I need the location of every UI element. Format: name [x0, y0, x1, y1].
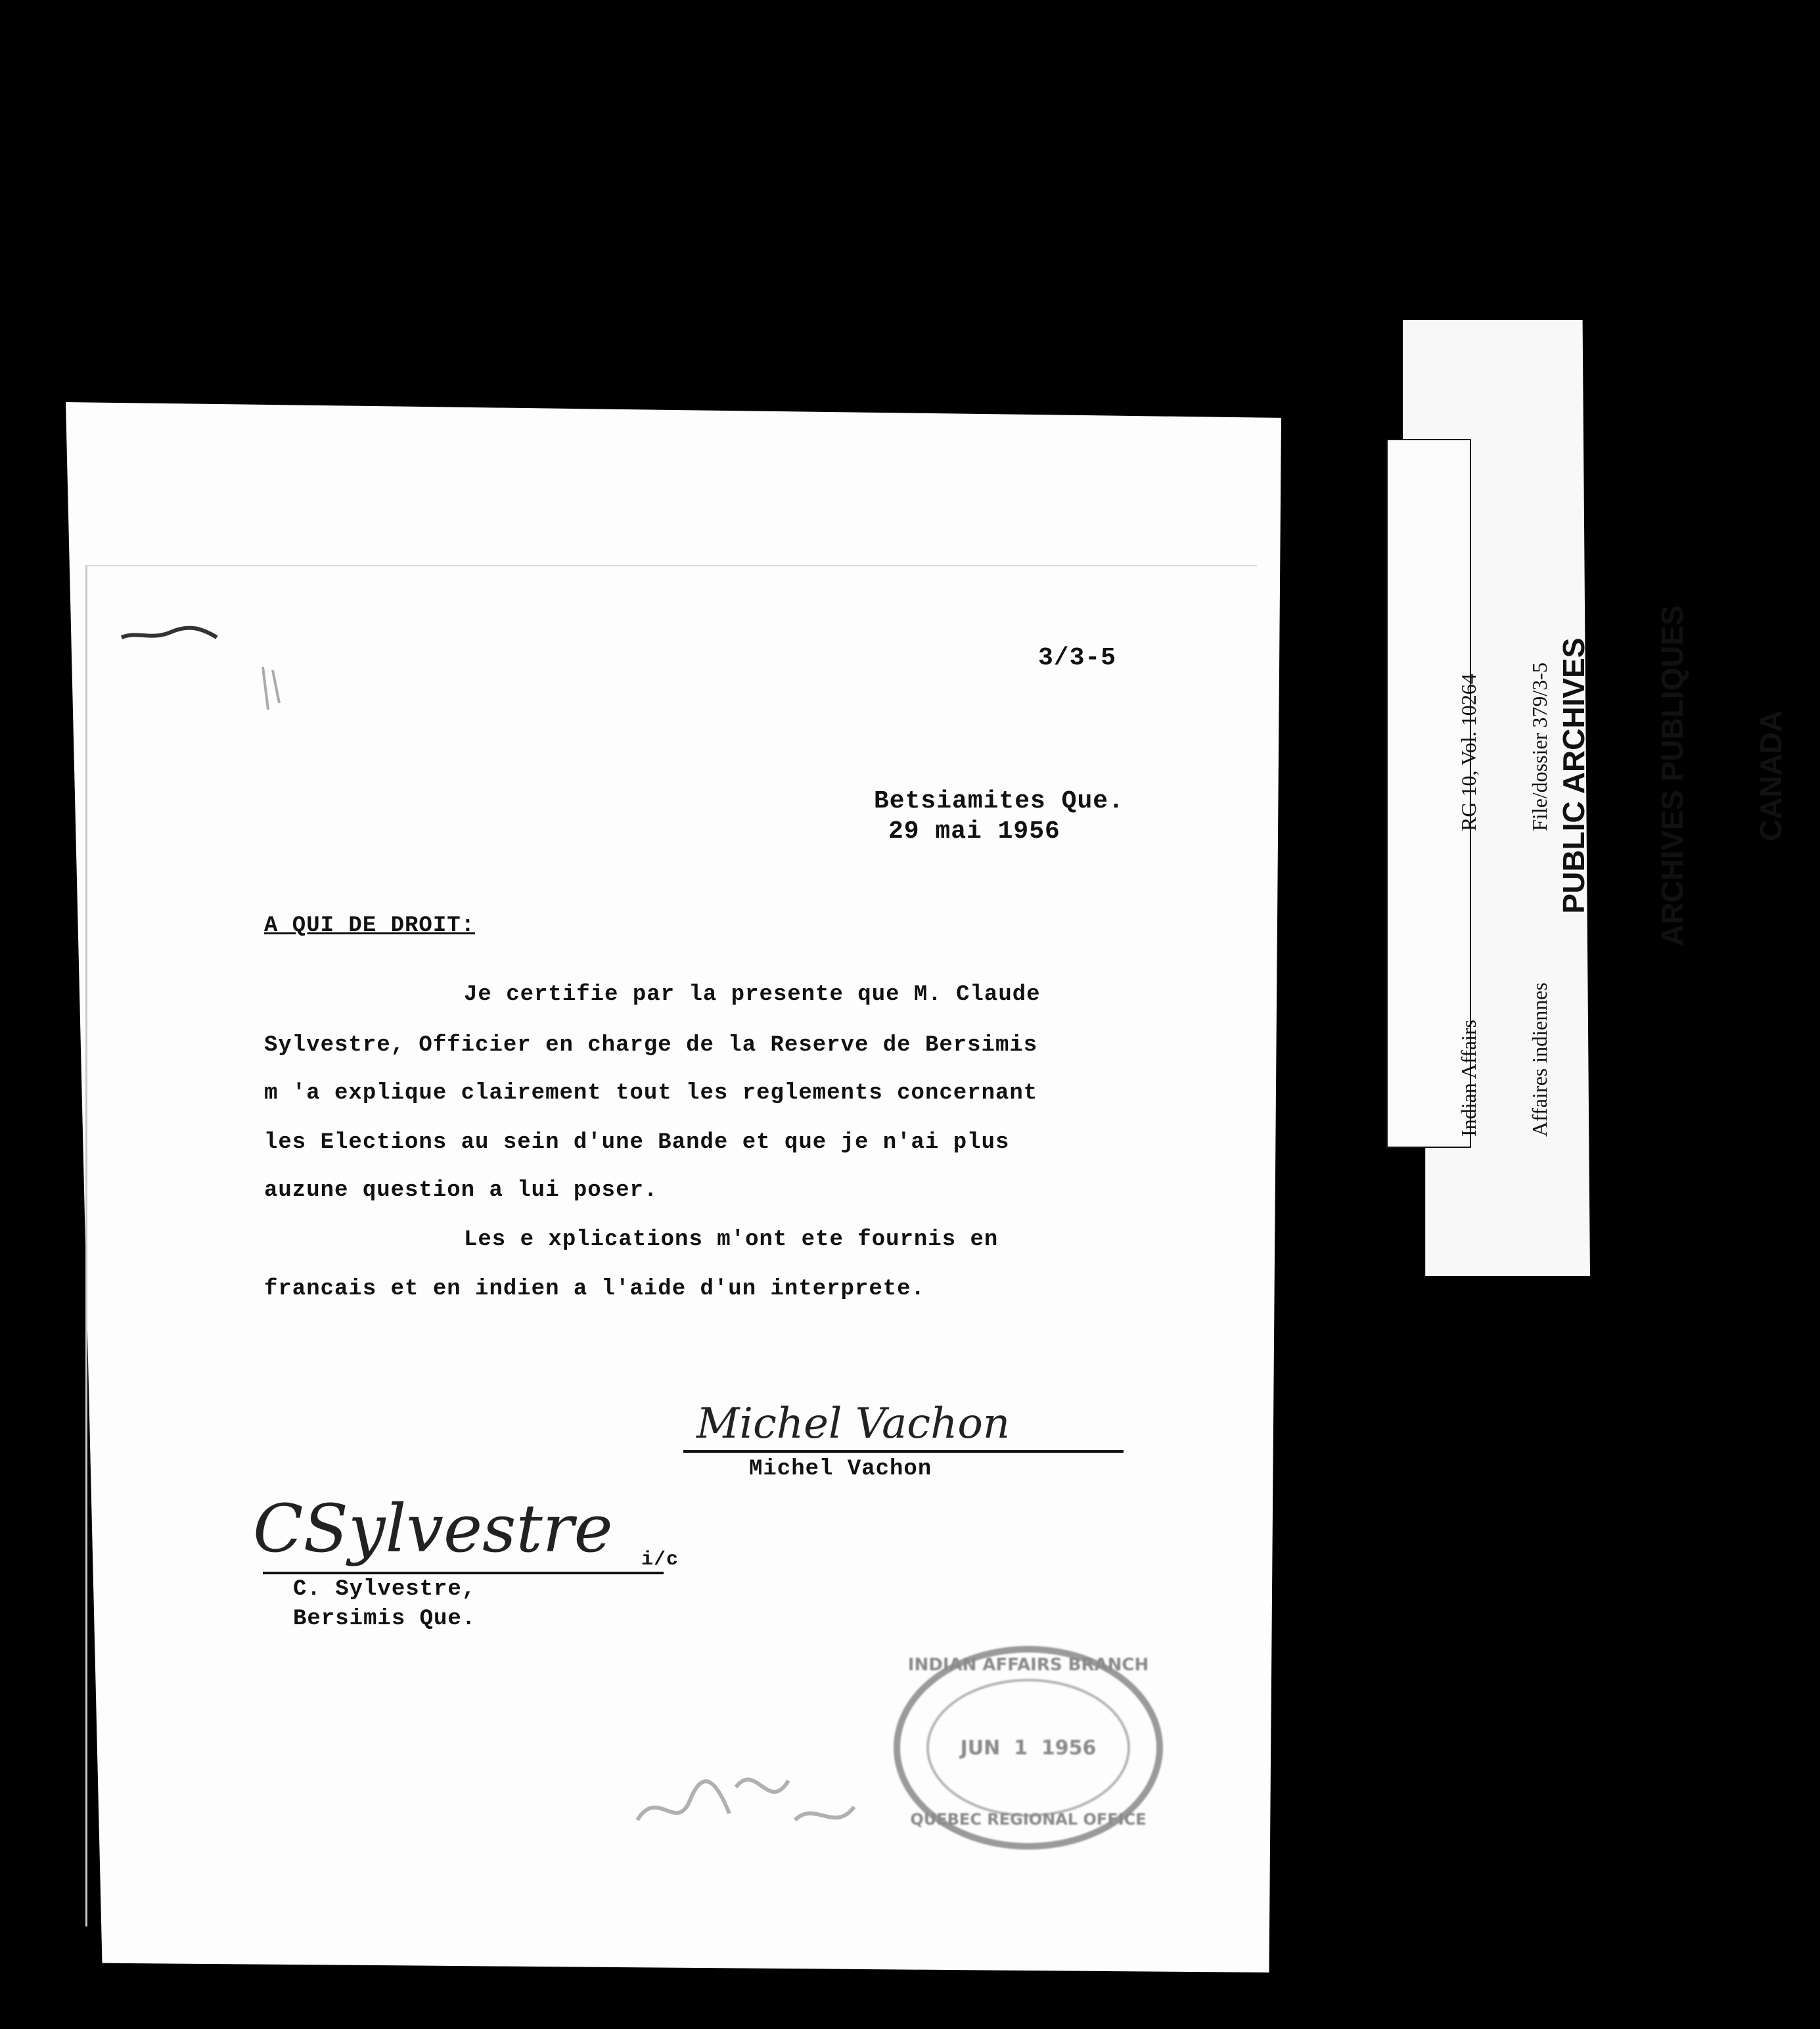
pencil-mark	[256, 664, 289, 716]
signature-line	[263, 1572, 664, 1574]
salutation: A QUI DE DROIT:	[264, 913, 476, 938]
pencil-annotation	[631, 1721, 880, 1853]
stamp-office: INDIAN AFFAIRS BRANCH	[907, 1655, 1149, 1675]
signer-place: Bersimis Que.	[293, 1607, 476, 1631]
body-line: m 'a explique clairement tout les reglements concernant	[264, 1081, 1038, 1106]
stamp-region: QUEBEC REGIONAL OFFICE	[910, 1810, 1147, 1829]
body-line: Je certifie par la presente que M. Claude	[464, 982, 1041, 1007]
body-line: auzune question a lui poser.	[264, 1178, 658, 1203]
letter-date: 29 mai 1956	[888, 817, 1060, 846]
archive-title: PUBLIC ARCHIVES ARCHIVES PUBLIQUES CANADA	[1557, 605, 1788, 946]
signer-name: C. Sylvestre,	[293, 1577, 476, 1602]
file-reference: 3/3-5	[1038, 644, 1117, 672]
department-label: Indian Affairs Affaires indiennes	[1457, 982, 1551, 1137]
handwritten-signature-vachon: Michel Vachon	[696, 1400, 1011, 1448]
signer-name: Michel Vachon	[749, 1457, 932, 1482]
body-line: francais et en indien a l'aide d'un interprete.	[264, 1277, 925, 1302]
file-reference-label: RG 10, Vol. 10264 File/dossier 379/3-5	[1457, 662, 1551, 831]
received-stamp	[894, 1646, 1163, 1850]
body-line: Les e xplications m'ont ete fournis en	[464, 1227, 999, 1252]
letter-place: Betsiamites Que.	[874, 787, 1124, 815]
body-line: Sylvestre, Officier en charge de la Reserve de Bersimis	[264, 1033, 1038, 1058]
signature-line	[683, 1450, 1124, 1453]
body-line: les Elections au sein d'une Bande et que je n'ai plus	[264, 1130, 1010, 1155]
handwritten-signature-sylvestre: CSylvestre	[253, 1490, 613, 1567]
stamp-date: JUN 1 1956	[960, 1737, 1097, 1760]
in-charge-mark: i/c	[641, 1549, 679, 1571]
ink-smudge	[118, 618, 223, 650]
